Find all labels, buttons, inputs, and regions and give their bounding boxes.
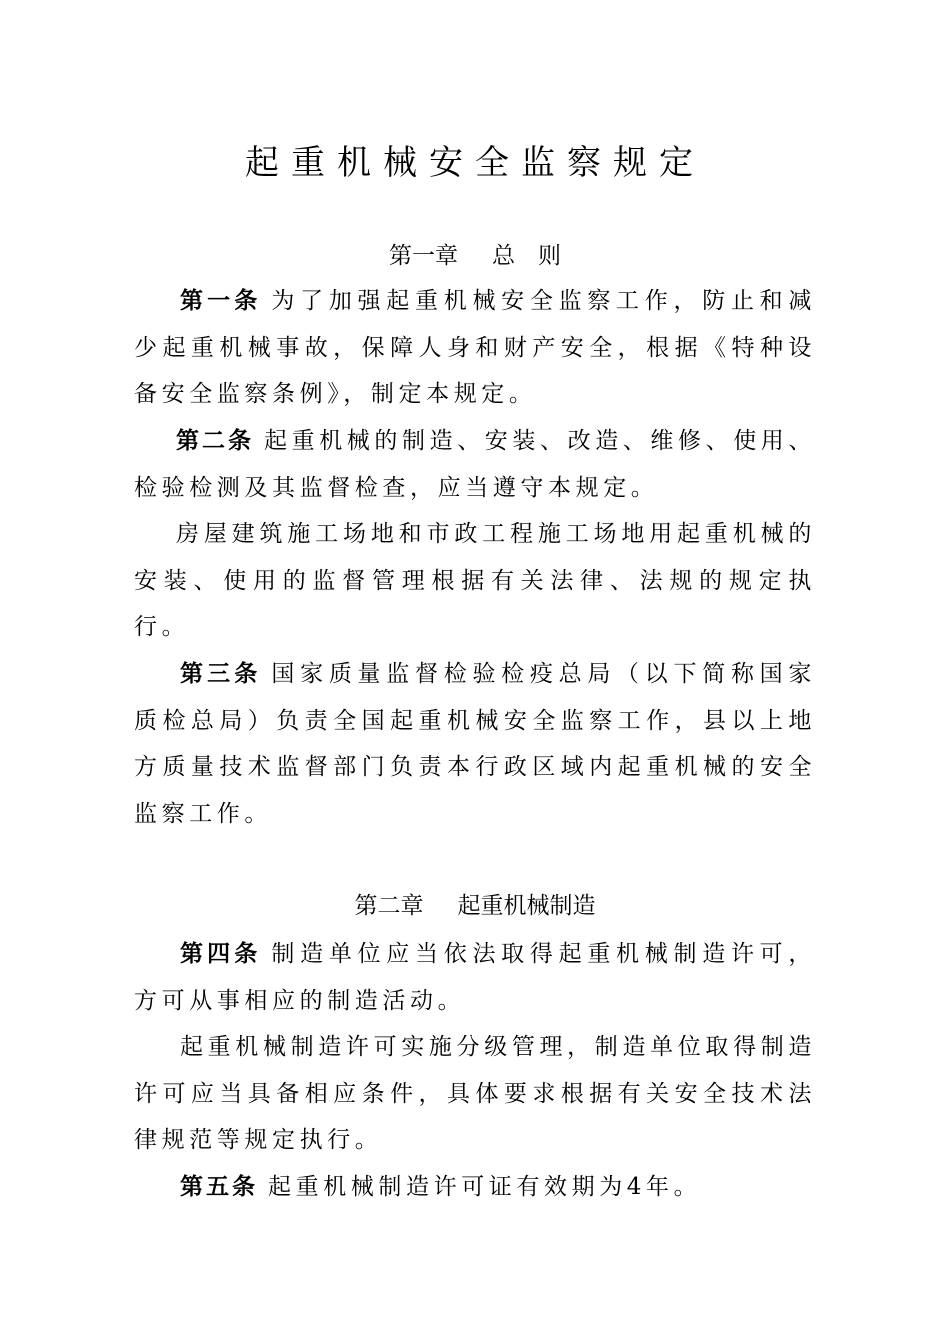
article-text: 起重机械制造许可证有效期为4年。 (268, 1174, 702, 1200)
article-text: 起重机械制造许可实施分级管理，制造单位取得制造许可应当具备相应条件，具体要求根据有关安全技术法律规范等规定执行。 (134, 1034, 816, 1153)
article-text: 国家质量监督检验检疫总局（以下简称国家质检总局）负责全国起重机械安全监察工作，县以上地方质量技术监督部门负责本行政区域内起重机械的安全监察工作。 (134, 661, 816, 827)
document-title: 起重机械安全监察规定 (245, 143, 705, 183)
chapter-name: 总 则 (492, 243, 561, 269)
chapter-heading-2 (0, 888, 950, 924)
article-text: 房屋建筑施工场地和市政工程施工场地用起重机械的安装、使用的监督管理根据有关法律、法规的规定执行。 (134, 521, 816, 640)
chapter-name: 起重机械制造 (457, 893, 596, 919)
article-paragraph (134, 1164, 816, 1211)
chapter-heading-1 (0, 238, 950, 274)
article-paragraph (134, 278, 816, 418)
article-number: 第三条 (180, 661, 262, 687)
article-paragraph (134, 511, 816, 651)
article-number: 第四条 (180, 941, 262, 967)
article-number: 第一条 (180, 288, 262, 314)
article-paragraph (134, 931, 816, 1024)
chapter-label: 第二章 (354, 893, 424, 919)
article-number: 第二条 (176, 428, 254, 454)
article-number: 第五条 (180, 1174, 258, 1200)
article-text: 为了加强起重机械安全监察工作，防止和减少起重机械事故，保障人身和财产安全，根据《特种设备安全监察条例》，制定本规定。 (134, 288, 816, 407)
article-paragraph (134, 418, 816, 511)
chapter-label: 第一章 (389, 243, 458, 269)
article-paragraph (134, 651, 816, 837)
article-text: 起重机械的制造、安装、改造、维修、使用、检验检测及其监督检查，应当遵守本规定。 (134, 428, 816, 501)
article-paragraph (134, 1024, 816, 1164)
article-text: 制造单位应当依法取得起重机械制造许可，方可从事相应的制造活动。 (134, 941, 816, 1014)
